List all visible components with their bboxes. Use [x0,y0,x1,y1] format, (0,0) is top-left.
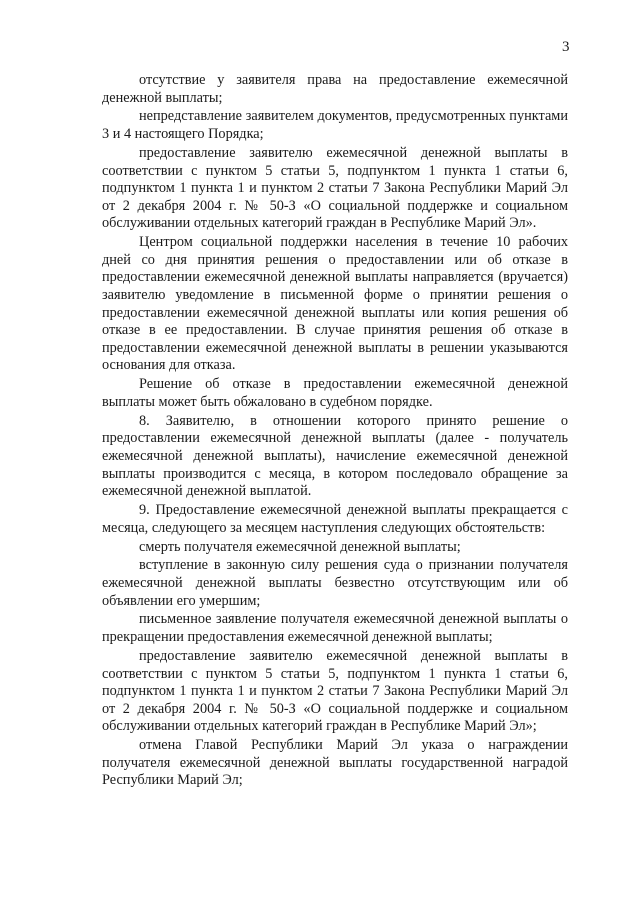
page-number: 3 [562,39,570,55]
paragraph: предоставление заявителю ежемесячной денежной выплаты в соответствии с пунктом 5 статьи 5, подпунктом 1 пункта 1 статьи 6, подпунктом 1 пункта 1 и пунктом 2 статьи 7 Закона Республики Марий Эл от 2 декабря 2004 г. № 50-З «О социальной поддержке и социальном обслуживании отдельных категорий граждан в Республике Марий Эл». [102,144,568,232]
paragraph: предоставление заявителю ежемесячной денежной выплаты в соответствии с пунктом 5 статьи 5, подпунктом 1 пункта 1 статьи 6, подпунктом 1 пункта 1 и пунктом 2 статьи 7 Закона Республики Марий Эл от 2 декабря 2004 г. № 50-З «О социальной поддержке и социальном обслуживании отдельных категорий граждан в Республике Марий Эл»; [102,647,568,735]
paragraph: Решение об отказе в предоставлении ежемесячной денежной выплаты может быть обжаловано в судебном порядке. [102,376,568,410]
paragraph: вступление в законную силу решения суда о признании получателя ежемесячной денежной выплаты безвестно отсутствующим или об объявлении его умершим; [102,557,568,609]
paragraph: Центром социальной поддержки населения в течение 10 рабочих дней со дня принятия решения о предоставлении или об отказе в предоставлении ежемесячной денежной выплаты направляется (вручается) заявителю уведомление в письменной форме о принятии решения о предоставлении ежемесячной денежной выплаты или копия решения об отказе в ее предоставлении. В случае принятия решения об отказе в предоставлении ежемесячной денежной выплаты в решении указываются основания для отказа. [102,234,568,374]
paragraph: 9. Предоставление ежемесячной денежной выплаты прекращается с месяца, следующего за месяцем наступления следующих обстоятельств: [102,502,568,536]
paragraph: отмена Главой Республики Марий Эл указа о награждении получателя ежемесячной денежной выплаты государственной наградой Республики Марий Эл; [102,737,568,789]
paragraph: непредставление заявителем документов, предусмотренных пунктами 3 и 4 настоящего Порядка; [102,108,568,143]
document-body [102,72,568,791]
paragraph: отсутствие у заявителя права на предоставление ежемесячной денежной выплаты; [102,72,568,106]
paragraph: 8. Заявителю, в отношении которого принято решение о предоставлении ежемесячной денежной выплаты (далее - получатель ежемесячной денежной выплаты), начисление ежемесячной денежной выплаты производится с месяца, в котором последовало обращение за ежемесячной денежной выплатой. [102,412,568,500]
paragraph: письменное заявление получателя ежемесячной денежной выплаты о прекращении предоставления ежемесячной денежной выплаты; [102,611,568,646]
paragraph: смерть получателя ежемесячной денежной выплаты; [139,538,461,555]
